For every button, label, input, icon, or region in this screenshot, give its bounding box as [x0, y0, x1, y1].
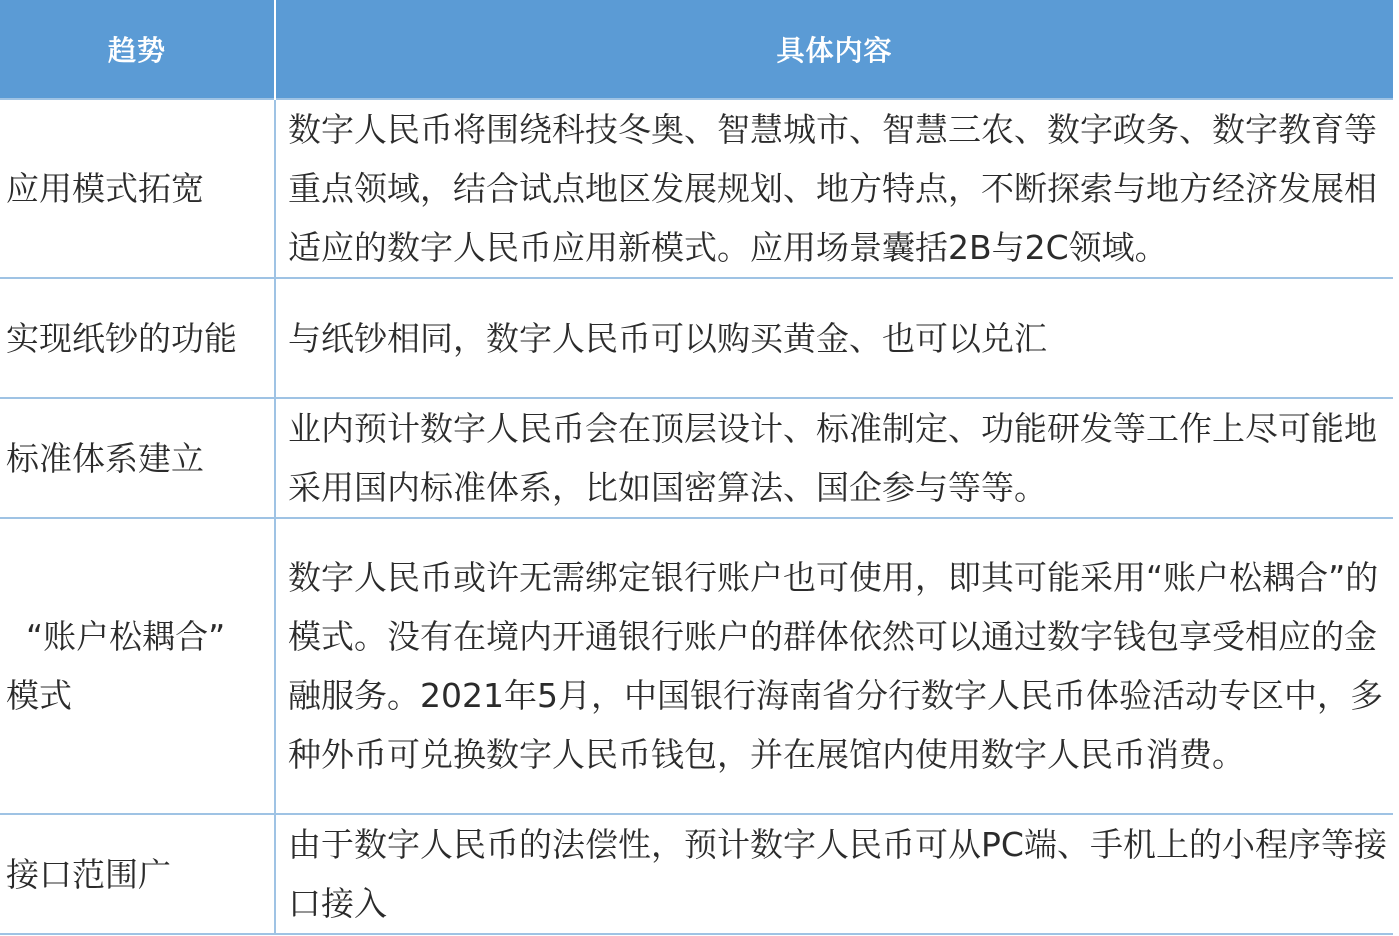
table-row — [0, 398, 1393, 518]
content-cell: 由于数字人民币的法偿性，预计数字人民币可从PC端、手机上的小程序等接口接入 — [275, 814, 1393, 934]
table-row — [0, 99, 1393, 278]
content-cell: 数字人民币将围绕科技冬奥、智慧城市、智慧三农、数字政务、数字教育等重点领域，结合试点地区发展规划、地方特点，不断探索与地方经济发展相适应的数字人民币应用新模式。应用场景囊括2B与2C领域。 — [275, 99, 1393, 278]
trend-cell: 标准体系建立 — [0, 398, 275, 518]
trend-cell: 接口范围广 — [0, 814, 275, 934]
trend-cell: 实现纸钞的功能 — [0, 278, 275, 398]
content-cell: 数字人民币或许无需绑定银行账户也可使用，即其可能采用“账户松耦合”的模式。没有在境内开通银行账户的群体依然可以通过数字钱包享受相应的金融服务。2021年5月，中国银行海南省分行数字人民币体验活动专区中，多种外币可兑换数字人民币钱包，并在展馆内使用数字人民币消费。 — [275, 518, 1393, 814]
content-cell: 与纸钞相同，数字人民币可以购买黄金、也可以兑汇 — [275, 278, 1393, 398]
trend-cell — [0, 518, 275, 814]
content-cell: 业内预计数字人民币会在顶层设计、标准制定、功能研发等工作上尽可能地采用国内标准体系，比如国密算法、国企参与等等。 — [275, 398, 1393, 518]
trend-cell-line-1: “账户松耦合” — [26, 617, 226, 656]
trend-cell: 应用模式拓宽 — [0, 99, 275, 278]
trend-cell-line-2: 模式 — [6, 676, 72, 715]
header-row — [0, 0, 1393, 99]
table-row — [0, 278, 1393, 398]
header-trend: 趋势 — [0, 0, 275, 99]
table-header — [0, 0, 1393, 99]
table-body — [0, 99, 1393, 934]
table-row — [0, 518, 1393, 814]
table-row — [0, 814, 1393, 934]
header-content: 具体内容 — [275, 0, 1393, 99]
